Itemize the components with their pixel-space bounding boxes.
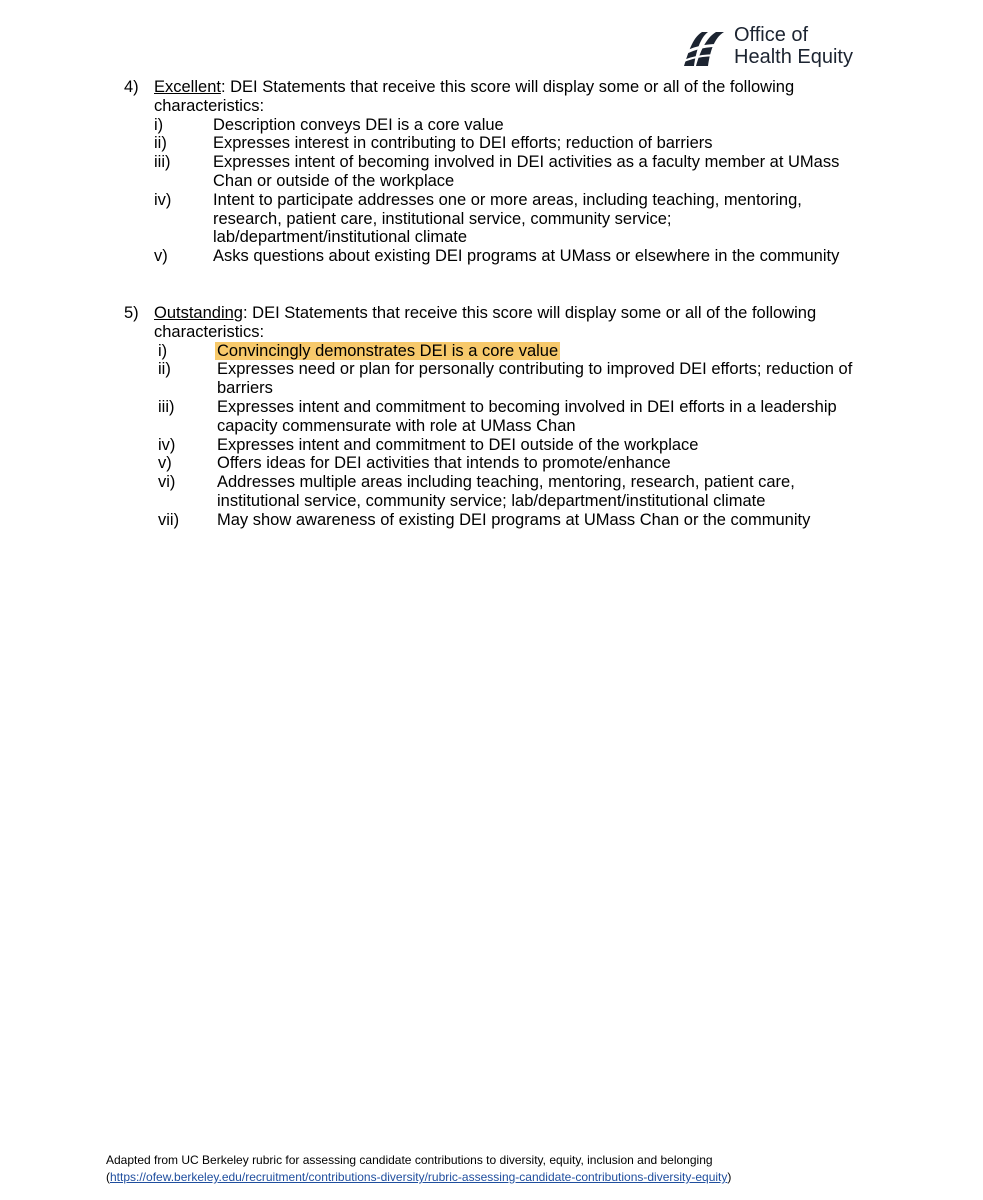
item-text: Offers ideas for DEI activities that intends to promote/enhance [217, 454, 671, 473]
item-text: Intent to participate addresses one or more areas, including teaching, mentoring, research, patient care, institutional service, community service; lab/department/institutional climate [213, 190, 802, 247]
logo-line-1: Office of [734, 24, 809, 46]
umass-chan-logo-icon [678, 26, 728, 70]
item-text: Description conveys DEI is a core value [213, 115, 504, 134]
item-number: iii) [154, 153, 171, 172]
footer-link-line [106, 1169, 966, 1186]
item-number: vii) [158, 510, 180, 529]
section-title: Outstanding [154, 304, 243, 322]
list-item [124, 153, 864, 191]
section-number: 5) [124, 304, 139, 322]
list-item [124, 191, 864, 247]
item-text: Expresses intent and commitment to DEI outside of the workplace [217, 435, 699, 454]
list-item [124, 454, 864, 473]
section-excellent [124, 78, 864, 266]
item-text: Expresses need or plan for personally contributing to improved DEI efforts; reduction of barriers [217, 360, 853, 398]
item-text: Addresses multiple areas including teaching, mentoring, research, patient care, institutional service, community service; lab/department/institutional climate [217, 473, 795, 510]
section-intro: : DEI Statements that receive this score will display some or all of the following characteristics: [154, 304, 817, 341]
list-item [124, 398, 864, 436]
source-link[interactable]: https://ofew.berkeley.edu/recruitment/contributions-diversity/rubric-assessing-candidate-contributions-diversity-equity [110, 1170, 728, 1184]
item-number: i) [154, 115, 164, 134]
list-item [124, 473, 864, 511]
list-item [124, 360, 864, 398]
list-item [124, 436, 864, 455]
section-intro: : DEI Statements that receive this score will display some or all of the following characteristics: [154, 78, 795, 115]
list-item [124, 511, 864, 530]
section-title: Excellent [154, 78, 221, 96]
item-text: Expresses intent and commitment to becoming involved in DEI efforts in a leadership capacity commensurate with role at UMass Chan [217, 397, 837, 435]
list-item [124, 116, 864, 135]
footer-close-paren: ) [727, 1170, 732, 1184]
item-text: May show awareness of existing DEI programs at UMass Chan or the community [217, 510, 811, 529]
footer-open-paren: ( [106, 1170, 110, 1184]
logo-line-2: Health Equity [734, 46, 853, 68]
item-number: ii) [158, 360, 171, 379]
footer-text: Adapted from UC Berkeley rubric for assessing candidate contributions to diversity, equity, inclusion and belonging [106, 1153, 713, 1167]
highlighted-text: Convincingly demonstrates DEI is a core value [217, 341, 559, 360]
item-text: Expresses interest in contributing to DEI efforts; reduction of barriers [213, 134, 713, 153]
section-number: 4) [124, 78, 139, 96]
criteria-list [124, 342, 864, 530]
list-item [124, 247, 864, 266]
list-item [124, 134, 864, 153]
office-of-health-equity-logo [678, 24, 878, 74]
item-number: vi) [158, 473, 176, 492]
footer-citation [106, 1152, 966, 1186]
item-number: ii) [154, 134, 167, 153]
item-number: iv) [154, 190, 172, 209]
item-number: v) [154, 247, 168, 266]
logo-text [734, 24, 853, 68]
criteria-list [124, 116, 864, 266]
list-item [124, 342, 864, 361]
section-outstanding [124, 304, 864, 530]
item-number: iii) [158, 397, 175, 416]
item-number: i) [158, 341, 168, 360]
item-number: v) [158, 454, 172, 473]
item-number: iv) [158, 435, 176, 454]
item-text: Asks questions about existing DEI programs at UMass or elsewhere in the community [213, 247, 840, 266]
item-text: Expresses intent of becoming involved in DEI activities as a faculty member at UMass Chan or outside of the workplace [213, 153, 840, 190]
